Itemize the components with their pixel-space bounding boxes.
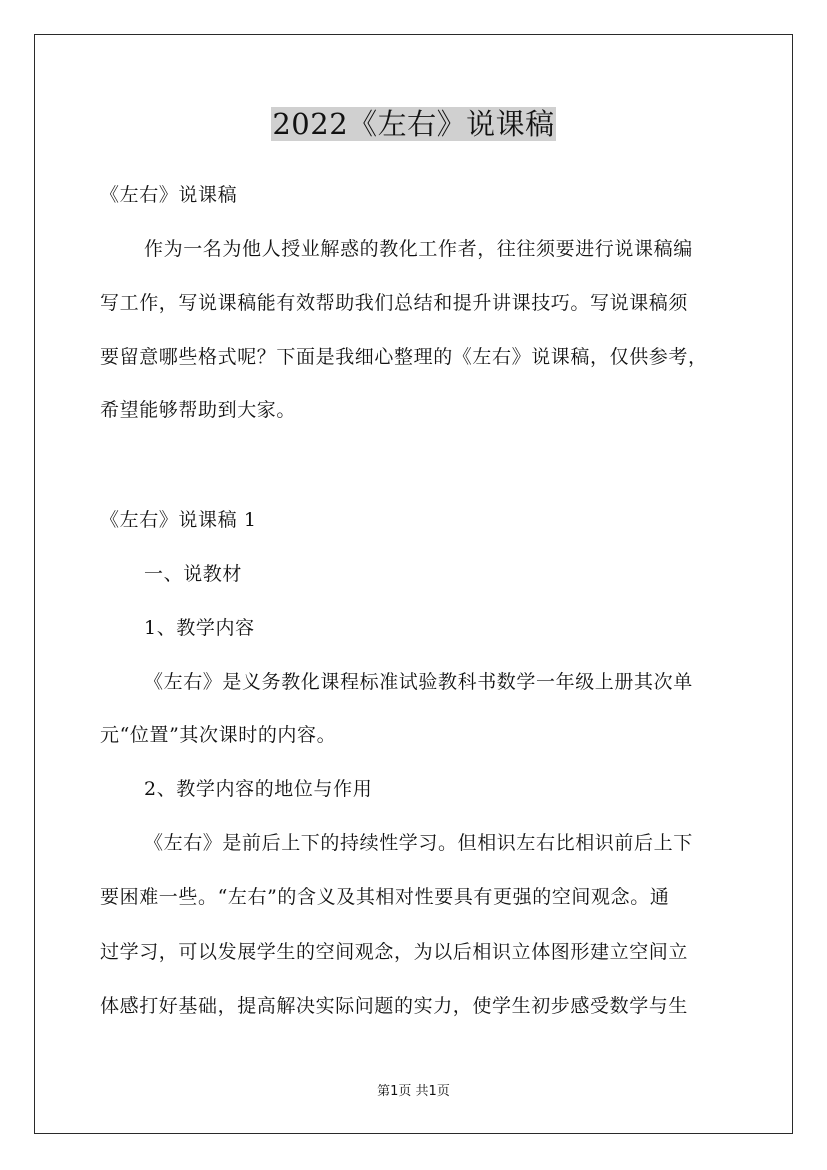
paragraph-line: 过学习，可以发展学生的空间观念，为以后相识立体图形建立空间立 <box>100 941 689 963</box>
subtitle-line: 《左右》说课稿 <box>100 184 238 206</box>
paragraph-line: 《左右》是义务教化课程标准试验教科书数学一年级上册其次单 <box>144 671 693 693</box>
paragraph-line: 写工作，写说课稿能有效帮助我们总结和提升讲课技巧。写说课稿须 <box>100 292 689 314</box>
document-title-text: 2022《左右》说课稿 <box>272 107 555 141</box>
paragraph-line: 元“位置”其次课时的内容。 <box>100 724 337 746</box>
paragraph-line: 作为一名为他人授业解惑的教化工作者，往往须要进行说课稿编 <box>144 238 693 260</box>
heading-line: 一、说教材 <box>144 563 243 585</box>
page-footer: 第1页 共1页 <box>377 1084 450 1099</box>
paragraph-line: 要留意哪些格式呢？下面是我细心整理的《左右》说课稿，仅供参考， <box>100 346 708 368</box>
paragraph-line: 《左右》是前后上下的持续性学习。但相识左右比相识前后上下 <box>144 832 693 854</box>
heading-line: 2、教学内容的地位与作用 <box>144 778 373 800</box>
heading-line: 1、教学内容 <box>144 617 255 639</box>
paragraph-line: 体感打好基础，提高解决实际问题的实力，使学生初步感受数学与生 <box>100 995 689 1017</box>
section-heading: 《左右》说课稿 1 <box>100 509 257 531</box>
paragraph-line: 要困难一些。“左右”的含义及其相对性要具有更强的空间观念。通 <box>100 886 670 908</box>
paragraph-line: 希望能够帮助到大家。 <box>100 399 297 421</box>
document-title <box>0 104 827 144</box>
